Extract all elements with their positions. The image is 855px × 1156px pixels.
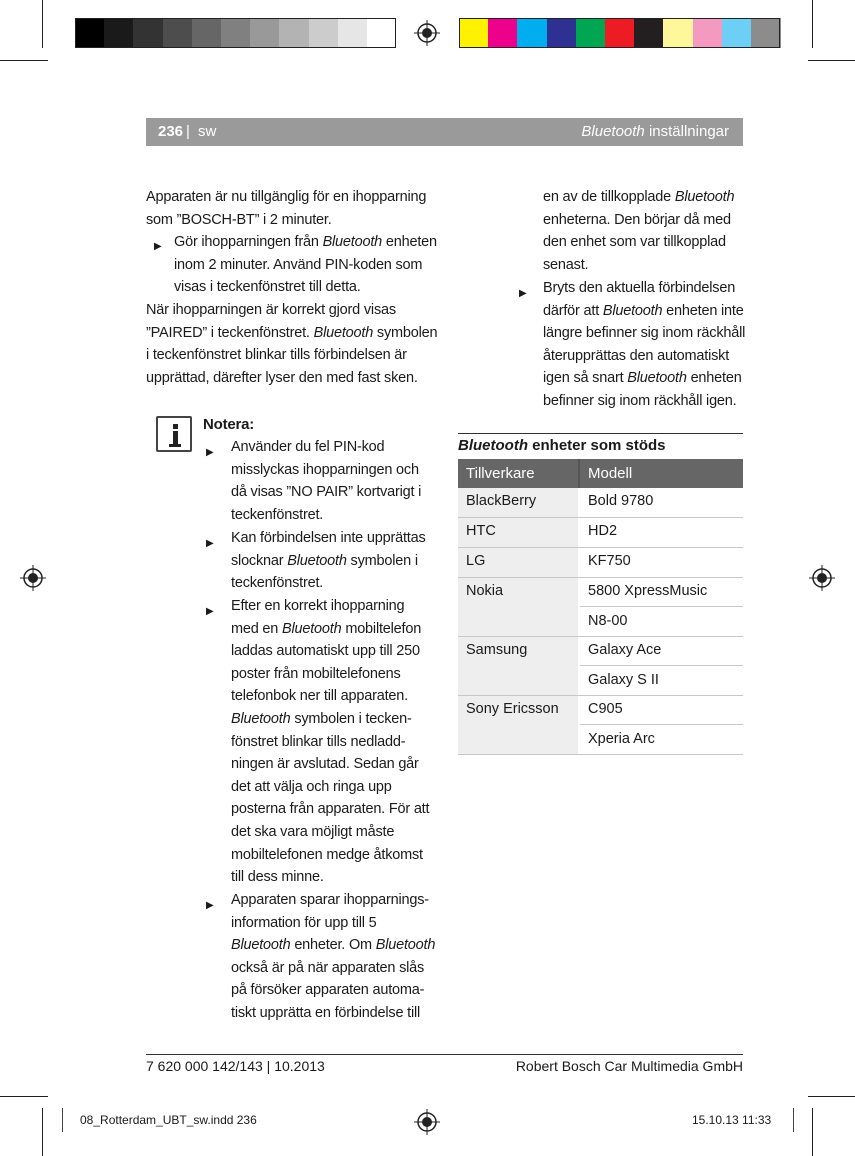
crop-mark [808, 1096, 855, 1097]
bullet-triangle-icon: ▶ [519, 288, 527, 299]
table-header [458, 459, 743, 488]
info-icon [156, 416, 192, 452]
column-header-model: Modell [588, 465, 633, 482]
page-header [146, 118, 743, 146]
pairing-instruction: Gör ihopparningen från Bluetooth enheten inom 2 minuter. Använd PIN-koden som visas i teckenfönstret till detta. [174, 234, 437, 296]
column-header-manufacturer: Tillverkare [466, 465, 535, 482]
registration-mark-icon [414, 20, 440, 46]
crop-mark [42, 1108, 43, 1156]
note-item-phonebook: Efter en korrekt ihopparning med en Bluetooth mobiltelefon laddas automatiskt upp till 250 poster från mobiltelefonens telefonbok ner till apparaten. Bluetooth symbolen i tecken- fönstret blinkar tills nedladd- ningen är avslutad. Sedan går det att välja och ringa upp posterna från apparaten. För att det ska vara möjligt måste mobiltelefonen medge åtkomst till dess minne. [231, 598, 430, 886]
paired-paragraph: När ihopparningen är korrekt gjord visas ”PAIRED” i teckenfönstret. Bluetooth symbolen i teckenfönstret blinkar tills förbindelsen är upprättad, därefter lyser den med fast sken. [146, 302, 438, 386]
process-swatch-frame [459, 18, 780, 48]
footer-doc-number: 7 620 000 142/143 | 10.2013 [146, 1058, 325, 1074]
manufacturer-cell: BlackBerry [466, 493, 537, 509]
manufacturer-cell: Nokia [466, 583, 504, 599]
bullet-triangle-icon: ▶ [206, 538, 214, 549]
page-number: 236 [158, 123, 184, 140]
model-cell: Galaxy Ace [588, 642, 662, 658]
bullet-triangle-icon: ▶ [206, 606, 214, 617]
table-row [458, 488, 743, 517]
model-cell: Xperia Arc [588, 731, 655, 747]
grayscale-swatch-frame [75, 18, 396, 48]
model-cell: Bold 9780 [588, 493, 654, 509]
crop-mark [812, 1108, 813, 1156]
manufacturer-cell: LG [466, 553, 486, 569]
table-row [458, 518, 743, 547]
footer-rule [146, 1054, 743, 1055]
model-cell: N8-00 [588, 613, 628, 629]
model-cell: 5800 XpressMusic [588, 583, 708, 599]
note-item-wrong-pin: Använder du fel PIN-kod misslyckas ihopparningen och då visas ”NO PAIR” kortvarigt i teckenfönstret. [231, 439, 422, 523]
bullet-triangle-icon: ▶ [206, 447, 214, 458]
table-row [458, 548, 743, 577]
registration-mark-icon [20, 565, 46, 591]
model-cell: C905 [588, 701, 623, 717]
bullet-triangle-icon: ▶ [206, 900, 214, 911]
crop-mark [0, 1096, 48, 1097]
manufacturer-cell: HTC [466, 523, 496, 539]
language-code: sw [198, 123, 217, 140]
crop-mark [0, 60, 48, 61]
header-separator: | [186, 123, 190, 140]
table-top-rule [458, 433, 743, 434]
footer-publisher: Robert Bosch Car Multimedia GmbH [515, 1058, 743, 1074]
section-title: Bluetooth inställningar [581, 123, 729, 140]
slug-filename: 08_Rotterdam_UBT_sw.indd 236 [80, 1113, 257, 1127]
bullet-triangle-icon: ▶ [154, 241, 162, 252]
reconnect-instruction: Bryts den aktuella förbindelsen därför att Bluetooth enheten inte längre befinner sig inom räckhåll återupprättas den automatiskt igen så snart Bluetooth enheten befinner sig inom räckhåll igen. [543, 280, 746, 409]
intro-paragraph: Apparaten är nu tillgänglig för en ihopparning som ”BOSCH-BT” i 2 minuter. [146, 189, 427, 228]
table-row [458, 578, 743, 636]
crop-mark [42, 0, 43, 48]
table-row [458, 696, 743, 754]
manufacturer-cell: Samsung [466, 642, 528, 658]
note-item-no-connection: Kan förbindelsen inte upprättas slocknar Bluetooth symbolen i teckenfönstret. [231, 530, 426, 592]
model-cell: HD2 [588, 523, 618, 539]
continued-paragraph: en av de tillkopplade Bluetooth enheterna. Den börjar då med den enhet som var tillkopplad senast. [543, 189, 735, 273]
model-cell: Galaxy S II [588, 672, 659, 688]
manufacturer-cell: Sony Ericsson [466, 701, 559, 717]
table-row [458, 637, 743, 695]
model-cell: KF750 [588, 553, 631, 569]
crop-mark [812, 0, 813, 48]
note-title: Notera: [203, 416, 255, 433]
registration-mark-icon [809, 565, 835, 591]
note-item-pairing-memory: Apparaten sparar ihopparnings- information för upp till 5 Bluetooth enheter. Om Bluetooth också är på när apparaten slås på försöker apparaten automa- tiskt upprätta en förbindelse till [231, 892, 436, 1021]
slug-date: 15.10.13 11:33 [692, 1113, 772, 1127]
crop-mark [808, 60, 855, 61]
table-title: Bluetooth enheter som stöds [458, 437, 666, 454]
